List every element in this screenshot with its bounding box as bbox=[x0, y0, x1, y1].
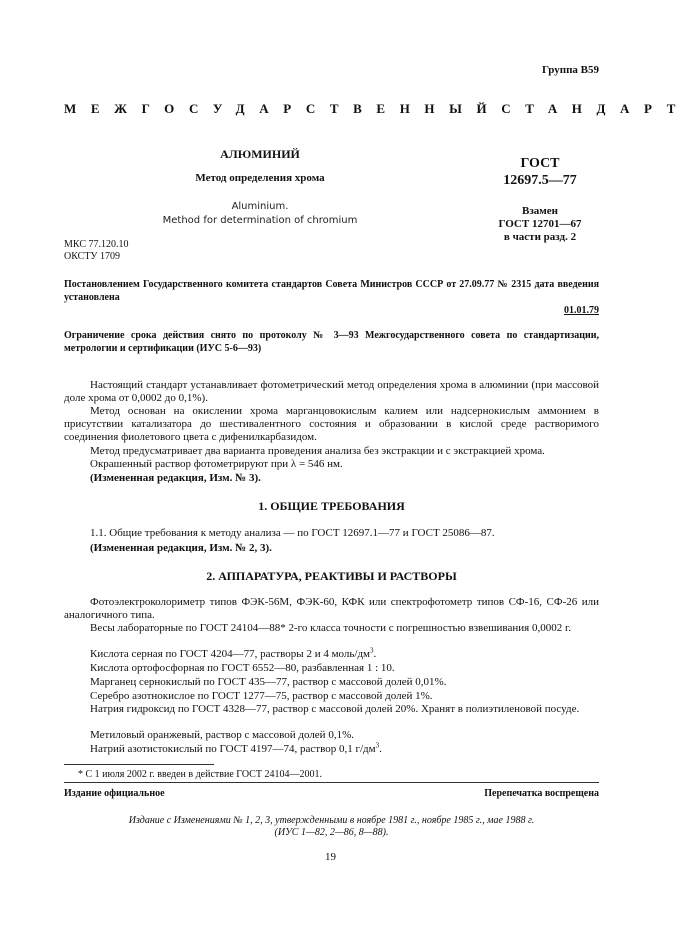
gost-replaces bbox=[480, 205, 600, 244]
banner-right: СТАНДАРТ bbox=[501, 101, 690, 116]
replaces-standard: ГОСТ 12701—67 bbox=[498, 218, 582, 230]
footer-divider bbox=[64, 782, 599, 783]
replaces-part: в части разд. 2 bbox=[503, 231, 577, 243]
amendments-line-2: (ИУС 1—82, 2—86, 8—88). bbox=[274, 827, 389, 838]
intro-paragraph-1: Настоящий стандарт устанавливает фотометрический метод определения хрома в алюминии (при массовой доле хрома от 0,0002 до 0,1%). bbox=[64, 379, 599, 404]
official-edition-label: Издание официальное bbox=[64, 788, 165, 799]
reagent-text: Натрий азотистокислый по ГОСТ 4197—74, раствор 0,1 г/дм bbox=[90, 743, 376, 755]
superscript: 3 bbox=[375, 741, 380, 750]
reagent-item: Кислота серная по ГОСТ 4204—77, растворы 2 и 4 моль/$дм^3$. bbox=[90, 646, 377, 660]
reagent-item: Кислота ортофосфорная по ГОСТ 6552—80, разбавленная 1 : 10. bbox=[90, 662, 395, 674]
page-number: 19 bbox=[325, 851, 336, 863]
section-2-heading: 2. АППАРАТУРА, РЕАКТИВЫ И РАСТВОРЫ bbox=[206, 569, 457, 583]
gost-label: ГОСТ bbox=[520, 156, 560, 171]
footnote-divider bbox=[64, 764, 214, 765]
section-1-heading: 1. ОБЩИЕ ТРЕБОВАНИЯ bbox=[258, 499, 405, 513]
english-title bbox=[64, 200, 456, 228]
intro-paragraph-2: Метод основан на окислении хрома марганцовокислым калием или надсернокислым аммонием в присутствии катализатора до шестивалентного состояния и образовании в кислой среде растворимого соединения фиолетового цвета с дифенилкарбазидом. bbox=[64, 405, 599, 443]
section-1-paragraph: 1.1. Общие требования к методу анализа — по ГОСТ 12697.1—77 и ГОСТ 25086—87. bbox=[90, 527, 495, 539]
replaces-label: Взамен bbox=[522, 205, 558, 217]
decree-text: Постановлением Государственного комитета стандартов Совета Министров СССР от 27.09.77 № 2315 дата введения установлена bbox=[64, 279, 599, 303]
limit-note: Ограничение срока действия снято по протоколу № 3—93 Межгосударственного совета по стандартизации, метрологии и сертификации (ИУС 5-6—93) bbox=[64, 330, 599, 354]
mks-code: МКС 77.120.10 bbox=[64, 239, 129, 250]
reagent-item: Серебро азотнокислое по ГОСТ 1277—75, раствор с массовой долей 1%. bbox=[90, 690, 433, 702]
english-title-line-2: Method for determination of chromium bbox=[162, 215, 358, 226]
reprint-prohibited-label: Перепечатка воспрещена bbox=[484, 788, 599, 799]
document-title: АЛЮМИНИЙ bbox=[220, 147, 300, 161]
reagent-item: Натрия гидроксид по ГОСТ 4328—77, раствор с массовой долей 20%. Хранят в полиэтиленовой посуде. bbox=[90, 703, 580, 715]
reagent-item: Марганец сернокислый по ГОСТ 435—77, раствор с массовой долей 0,01%. bbox=[90, 676, 447, 688]
intro-paragraph-3: Метод предусматривает два варианта проведения анализа без экстракции и с экстракцией хрома. bbox=[90, 445, 545, 457]
intro-paragraph-4: Окрашенный раствор фотометрируют при λ = 546 нм. bbox=[90, 458, 343, 470]
reagent-item: Метиловый оранжевый, раствор с массовой долей 0,1%. bbox=[90, 729, 354, 741]
amendments-note bbox=[64, 815, 599, 839]
superscript: 3 bbox=[370, 646, 374, 655]
standard-banner bbox=[64, 101, 690, 117]
english-title-line-1: Aluminium. bbox=[231, 201, 289, 212]
section-1-amendment-note: (Измененная редакция, Изм. № 2, 3). bbox=[90, 542, 272, 554]
footnote: * С 1 июля 2002 г. введен в действие ГОСТ 24104—2001. bbox=[78, 769, 322, 780]
amendments-line-1: Издание с Изменениями № 1, 2, 3, утвержденными в ноябре 1981 г., ноябре 1985 г., мае 1988 г. bbox=[128, 815, 535, 826]
classification-codes bbox=[64, 239, 128, 263]
okstu-code: ОКСТУ 1709 bbox=[64, 251, 121, 262]
intro-amendment-note: (Измененная редакция, Изм. № 3). bbox=[90, 472, 261, 484]
introduction-date: 01.01.79 bbox=[564, 305, 599, 316]
reagent-text: Кислота серная по ГОСТ 4204—77, растворы 2 и 4 моль/дм bbox=[90, 648, 371, 660]
banner-left: МЕЖГОСУДАРСТВЕННЫЙ bbox=[64, 101, 502, 116]
gost-designation bbox=[480, 155, 600, 189]
document-subtitle: Метод определения хрома bbox=[195, 172, 325, 184]
equipment-item: Весы лабораторные по ГОСТ 24104—88* 2-го класса точности с погрешностью взвешивания 0,0002 г. bbox=[90, 622, 571, 634]
reagent-item: Натрий азотистокислый по ГОСТ 4197—74, раствор 0,1 $г/дм^3$. bbox=[90, 741, 382, 755]
gost-number: 12697.5—77 bbox=[503, 173, 577, 188]
group-code: Группа В59 bbox=[541, 64, 599, 76]
equipment-item: Фотоэлектроколориметр типов ФЭК-56М, ФЭК-60, КФК или спектрофотометр типов СФ-16, СФ-26 или аналогичного типа. bbox=[64, 596, 599, 621]
